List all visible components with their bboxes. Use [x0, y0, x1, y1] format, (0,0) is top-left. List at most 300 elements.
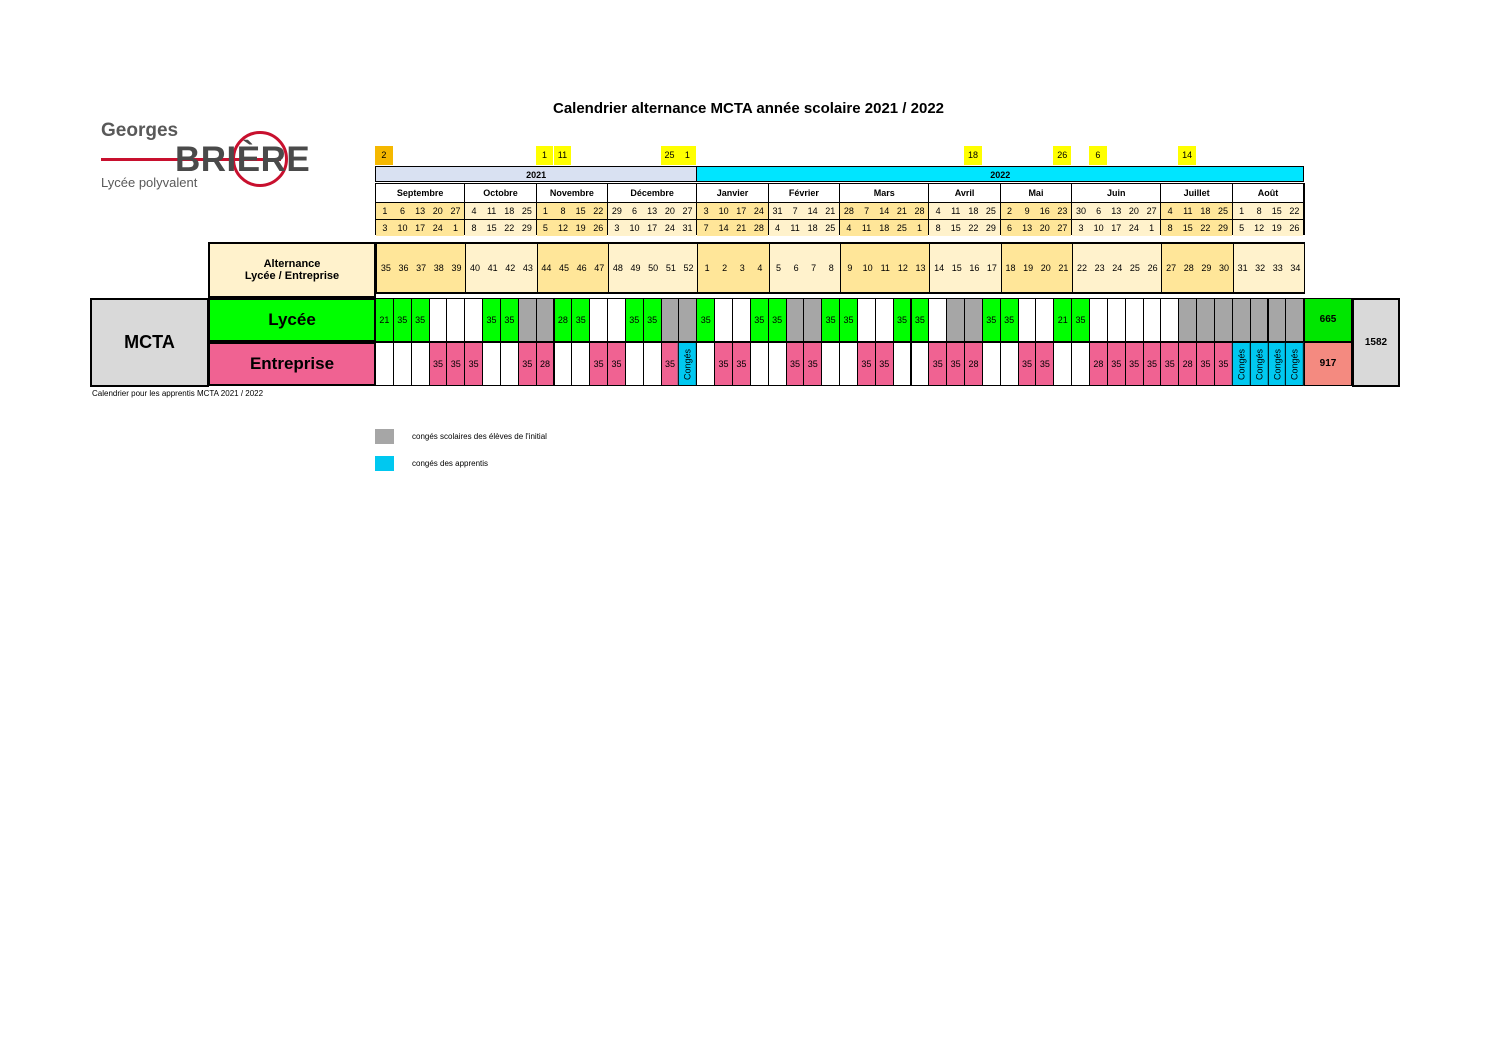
logo-lycee: Lycée polyvalent	[101, 175, 198, 190]
day-row	[697, 203, 767, 220]
week-number: 23	[1094, 263, 1105, 273]
month-juin	[1072, 184, 1161, 234]
entreprise-week-cell	[482, 342, 501, 386]
lycee-week-cell: 35	[768, 298, 787, 342]
day-cell: 17	[736, 206, 747, 216]
lycee-week-cell	[661, 298, 680, 342]
day-row	[465, 220, 535, 236]
day-cell: 1	[1149, 223, 1155, 233]
entreprise-total: 917	[1304, 342, 1352, 386]
day-row	[1072, 203, 1160, 220]
lycee-week-cell: 35	[625, 298, 644, 342]
day-row	[1001, 203, 1071, 220]
lycee-week-cell: 28	[554, 298, 573, 342]
day-cell: 4	[846, 223, 852, 233]
week-number: 41	[487, 263, 498, 273]
lycee-week-cell	[803, 298, 822, 342]
lycee-week-cell	[429, 298, 448, 342]
day-cell: 30	[1075, 206, 1086, 216]
week-group	[1073, 244, 1162, 292]
entreprise-week-cell: 35	[589, 342, 608, 386]
page-title: Calendrier alternance MCTA année scolaire 2021 / 2022	[552, 100, 945, 117]
lycee-week-cell: 35	[839, 298, 858, 342]
day-cell: 20	[1128, 206, 1139, 216]
day-cell: 1	[542, 206, 548, 216]
lycee-week-cell	[1214, 298, 1233, 342]
legend-text-initial: congés scolaires des élèves de l'initial	[412, 432, 547, 441]
lycee-week-cell	[946, 298, 965, 342]
day-cell: 10	[397, 223, 408, 233]
day-cell: 13	[415, 206, 426, 216]
week-group	[466, 244, 537, 292]
week-number: 13	[915, 263, 926, 273]
week-number: 17	[986, 263, 997, 273]
day-cell: 29	[611, 206, 622, 216]
week-number: 12	[897, 263, 908, 273]
entreprise-week-cell	[571, 342, 590, 386]
day-cell: 29	[985, 223, 996, 233]
week-number: 47	[594, 263, 605, 273]
week-number: 21	[1058, 263, 1069, 273]
day-cell: 14	[718, 223, 729, 233]
day-cell: 20	[664, 206, 675, 216]
entreprise-week-cell	[696, 342, 715, 386]
day-row	[376, 220, 464, 236]
day-cell: 14	[807, 206, 818, 216]
month-name: Juin	[1072, 184, 1160, 203]
week-number: 32	[1255, 263, 1266, 273]
holiday-mark: 14	[1178, 146, 1196, 165]
lycee-week-cell	[1035, 298, 1054, 342]
day-cell: 29	[1217, 223, 1228, 233]
alternance-label	[208, 242, 376, 298]
lycee-week-cell: 35	[696, 298, 715, 342]
caption: Calendrier pour les apprentis MCTA 2021 / 2022	[92, 389, 264, 398]
day-cell: 11	[861, 223, 872, 233]
lycee-label: Lycée	[208, 298, 376, 342]
week-number: 14	[934, 263, 945, 273]
month-février	[769, 184, 840, 234]
day-cell: 6	[1007, 223, 1013, 233]
entreprise-week-cell	[768, 342, 787, 386]
entreprise-label: Entreprise	[208, 342, 376, 386]
entreprise-week-cell: 28	[536, 342, 555, 386]
entreprise-week-cell: 35	[446, 342, 465, 386]
day-cell: 15	[575, 206, 586, 216]
week-number: 9	[847, 263, 853, 273]
month-avril	[929, 184, 1000, 234]
week-number: 35	[380, 263, 391, 273]
day-cell: 27	[682, 206, 693, 216]
entreprise-week-cell: 28	[964, 342, 983, 386]
week-number: 5	[775, 263, 781, 273]
lycee-week-cell	[732, 298, 751, 342]
holiday-mark: 1	[536, 146, 554, 165]
entreprise-week-cell: 28	[1178, 342, 1197, 386]
lycee-week-cell	[1232, 298, 1251, 342]
week-number: 2	[722, 263, 728, 273]
day-cell: 27	[1057, 223, 1068, 233]
lycee-week-cell: 35	[643, 298, 662, 342]
logo-georges: Georges	[101, 120, 179, 141]
day-cell: 25	[985, 206, 996, 216]
day-cell: 25	[896, 223, 907, 233]
entreprise-week-cell: 28	[1089, 342, 1108, 386]
month-mai	[1001, 184, 1072, 234]
lycee-week-cell	[536, 298, 555, 342]
month-name: Janvier	[697, 184, 767, 203]
week-number: 4	[757, 263, 763, 273]
entreprise-week-cell: 35	[607, 342, 626, 386]
week-group	[841, 244, 930, 292]
lycee-week-cell	[1268, 298, 1287, 342]
lycee-week-cell: 35	[571, 298, 590, 342]
entreprise-week-cell	[643, 342, 662, 386]
lycee-week-cell	[1196, 298, 1215, 342]
day-cell: 25	[521, 206, 532, 216]
lycee-week-cell	[607, 298, 626, 342]
entreprise-week-cell: Congés	[1250, 342, 1269, 386]
lycee-week-cell	[446, 298, 465, 342]
lycee-week-cell	[1160, 298, 1179, 342]
day-row	[1161, 203, 1231, 220]
day-cell: 24	[664, 223, 675, 233]
week-number: 3	[739, 263, 745, 273]
day-cell: 17	[1111, 223, 1122, 233]
day-row	[840, 203, 928, 220]
month-name: Août	[1233, 184, 1303, 203]
day-cell: 22	[1289, 206, 1300, 216]
lycee-week-cell	[1178, 298, 1197, 342]
entreprise-week-cell: 35	[1035, 342, 1054, 386]
week-number: 22	[1076, 263, 1087, 273]
day-cell: 22	[593, 206, 604, 216]
month-name: Février	[769, 184, 839, 203]
lycee-total: 665	[1304, 298, 1352, 342]
entreprise-week-cell	[625, 342, 644, 386]
week-number: 27	[1166, 263, 1177, 273]
lycee-week-cell: 35	[911, 298, 930, 342]
week-number: 46	[576, 263, 587, 273]
lycee-week-cell: 21	[1053, 298, 1072, 342]
day-cell: 18	[807, 223, 818, 233]
lycee-week-cell	[464, 298, 483, 342]
entreprise-week-cell: 35	[946, 342, 965, 386]
day-cell: 7	[792, 206, 798, 216]
year-band-2021: 2021	[375, 166, 697, 182]
month-name: Avril	[929, 184, 999, 203]
day-cell: 5	[1239, 223, 1245, 233]
day-cell: 10	[629, 223, 640, 233]
entreprise-week-cell	[393, 342, 412, 386]
day-cell: 19	[575, 223, 586, 233]
lycee-week-cell	[589, 298, 608, 342]
week-group	[770, 244, 841, 292]
month-juillet	[1161, 184, 1232, 234]
lycee-week-cell	[1089, 298, 1108, 342]
day-cell: 9	[1024, 206, 1030, 216]
day-cell: 15	[1271, 206, 1282, 216]
day-row	[608, 203, 696, 220]
entreprise-week-cell	[750, 342, 769, 386]
lycee-week-cell: 35	[1000, 298, 1019, 342]
legend-swatch-apprentis	[375, 456, 394, 471]
week-number: 31	[1237, 263, 1248, 273]
day-cell: 24	[1128, 223, 1139, 233]
lycee-week-cell	[786, 298, 805, 342]
entreprise-week-cell: 35	[661, 342, 680, 386]
month-septembre	[376, 184, 465, 234]
day-cell: 4	[935, 206, 941, 216]
week-number: 29	[1201, 263, 1212, 273]
day-cell: 28	[843, 206, 854, 216]
month-name: Novembre	[537, 184, 607, 203]
entreprise-week-cell: 35	[857, 342, 876, 386]
entreprise-week-cell	[821, 342, 840, 386]
entreprise-week-cell: 35	[928, 342, 947, 386]
day-cell: 28	[914, 206, 925, 216]
day-row	[608, 220, 696, 236]
day-cell: 6	[399, 206, 405, 216]
entreprise-week-cell: Congés	[1268, 342, 1287, 386]
day-cell: 27	[1146, 206, 1157, 216]
entreprise-week-cell	[911, 342, 930, 386]
day-cell: 18	[504, 206, 515, 216]
day-cell: 13	[1022, 223, 1033, 233]
day-cell: 7	[864, 206, 870, 216]
holiday-mark: 6	[1089, 146, 1107, 165]
day-row	[1233, 203, 1303, 220]
day-cell: 10	[718, 206, 729, 216]
day-cell: 4	[774, 223, 780, 233]
week-number: 25	[1129, 263, 1140, 273]
entreprise-week-cell: 35	[875, 342, 894, 386]
lycee-week-cell	[1125, 298, 1144, 342]
week-group	[698, 244, 769, 292]
week-number: 7	[811, 263, 817, 273]
day-cell: 13	[647, 206, 658, 216]
day-cell: 20	[432, 206, 443, 216]
holiday-mark: 18	[964, 146, 982, 165]
holiday-mark: 1	[678, 146, 696, 165]
week-number: 51	[665, 263, 676, 273]
entreprise-week-cell: 35	[714, 342, 733, 386]
day-row	[1233, 220, 1303, 236]
week-number: 8	[828, 263, 834, 273]
day-cell: 1	[917, 223, 923, 233]
month-novembre	[537, 184, 608, 234]
legend-text-apprentis: congés des apprentis	[412, 459, 489, 468]
entreprise-week-cell	[500, 342, 519, 386]
day-cell: 8	[471, 223, 477, 233]
day-row	[1072, 220, 1160, 236]
week-number: 40	[470, 263, 481, 273]
entreprise-week-cell	[893, 342, 912, 386]
day-cell: 11	[790, 223, 800, 233]
day-cell: 5	[542, 223, 548, 233]
lycee-week-cell	[518, 298, 537, 342]
day-cell: 23	[1057, 206, 1068, 216]
week-number: 10	[862, 263, 873, 273]
lycee-week-cell: 35	[411, 298, 430, 342]
day-row	[1001, 220, 1071, 236]
week-number: 43	[522, 263, 533, 273]
entreprise-week-cell: Congés	[1232, 342, 1251, 386]
day-cell: 27	[450, 206, 461, 216]
day-cell: 18	[968, 206, 979, 216]
day-cell: 15	[950, 223, 961, 233]
entreprise-week-cell	[554, 342, 573, 386]
week-number: 11	[880, 263, 890, 273]
day-cell: 1	[1239, 206, 1245, 216]
day-cell: 31	[772, 206, 783, 216]
entreprise-week-cell: 35	[1214, 342, 1233, 386]
entreprise-week-cell	[411, 342, 430, 386]
day-cell: 18	[1200, 206, 1211, 216]
entreprise-week-cell	[982, 342, 1001, 386]
lycee-week-cell: 35	[750, 298, 769, 342]
week-number: 16	[969, 263, 980, 273]
day-cell: 15	[1182, 223, 1193, 233]
day-row	[376, 203, 464, 220]
day-cell: 17	[647, 223, 658, 233]
day-cell: 7	[703, 223, 709, 233]
day-row	[929, 220, 999, 236]
day-cell: 8	[1167, 223, 1173, 233]
week-number: 34	[1290, 263, 1301, 273]
month-name: Décembre	[608, 184, 696, 203]
day-cell: 21	[896, 206, 907, 216]
day-cell: 20	[1039, 223, 1050, 233]
day-cell: 14	[879, 206, 890, 216]
week-number: 50	[648, 263, 659, 273]
entreprise-week-cell: 35	[518, 342, 537, 386]
day-cell: 3	[382, 223, 388, 233]
month-août	[1233, 184, 1304, 234]
day-cell: 8	[560, 206, 566, 216]
week-number: 26	[1147, 263, 1158, 273]
week-group	[609, 244, 698, 292]
calendar-months	[375, 183, 1305, 235]
grand-total: 1582	[1352, 298, 1400, 387]
day-cell: 2	[1007, 206, 1013, 216]
lycee-week-cell	[928, 298, 947, 342]
entreprise-week-cell: 35	[803, 342, 822, 386]
day-row	[465, 203, 535, 220]
group-label: MCTA	[90, 298, 209, 387]
day-cell: 17	[415, 223, 426, 233]
week-number: 1	[704, 263, 710, 273]
month-name: Mai	[1001, 184, 1071, 203]
holiday-mark: 2	[375, 146, 393, 165]
entreprise-week-cell: 35	[1160, 342, 1179, 386]
day-cell: 1	[452, 223, 458, 233]
day-cell: 12	[558, 223, 569, 233]
entreprise-week-cell: 35	[786, 342, 805, 386]
entreprise-week-cell	[1071, 342, 1090, 386]
week-number: 19	[1023, 263, 1034, 273]
holiday-mark: 26	[1053, 146, 1071, 165]
day-cell: 3	[614, 223, 620, 233]
day-cell: 21	[825, 206, 836, 216]
week-number: 24	[1112, 263, 1123, 273]
day-cell: 19	[1271, 223, 1282, 233]
entreprise-week-cell	[839, 342, 858, 386]
holiday-mark: 25	[661, 146, 679, 165]
lycee-week-cell: 35	[893, 298, 912, 342]
week-number: 28	[1183, 263, 1194, 273]
entreprise-week-cell: 35	[1196, 342, 1215, 386]
week-number: 37	[416, 263, 427, 273]
day-cell: 11	[951, 206, 961, 216]
day-row	[697, 220, 767, 236]
day-cell: 6	[1096, 206, 1102, 216]
legend-swatch-initial	[375, 429, 394, 444]
day-row	[769, 220, 839, 236]
lycee-week-cell: 21	[375, 298, 394, 342]
month-octobre	[465, 184, 536, 234]
week-number: 45	[559, 263, 570, 273]
month-janvier	[697, 184, 768, 234]
month-name: Juillet	[1161, 184, 1231, 203]
week-number: 44	[541, 263, 552, 273]
lycee-week-cell	[1143, 298, 1162, 342]
day-cell: 26	[593, 223, 604, 233]
alternance-label-line2: Lycée / Entreprise	[244, 270, 340, 282]
week-number: 42	[505, 263, 516, 273]
week-group	[377, 244, 466, 292]
week-group	[1234, 244, 1305, 292]
lycee-week-cell: 35	[393, 298, 412, 342]
day-cell: 28	[753, 223, 764, 233]
lycee-week-cell	[714, 298, 733, 342]
day-row	[537, 220, 607, 236]
lycee-week-cell	[1107, 298, 1126, 342]
entreprise-week-cell: 35	[1107, 342, 1126, 386]
day-cell: 10	[1093, 223, 1104, 233]
lycee-week-cell	[678, 298, 697, 342]
day-cell: 11	[486, 206, 497, 216]
week-number: 33	[1272, 263, 1283, 273]
month-name: Mars	[840, 184, 928, 203]
day-cell: 25	[825, 223, 836, 233]
entreprise-week-cell	[375, 342, 394, 386]
week-number: 6	[793, 263, 799, 273]
day-cell: 26	[1289, 223, 1300, 233]
lycee-week-cell: 35	[982, 298, 1001, 342]
day-cell: 8	[1256, 206, 1262, 216]
week-group	[1002, 244, 1073, 292]
lycee-week-cell: 35	[1071, 298, 1090, 342]
lycee-week-cell	[1250, 298, 1269, 342]
lycee-week-cell: 35	[821, 298, 840, 342]
week-number: 18	[1005, 263, 1016, 273]
day-cell: 12	[1254, 223, 1265, 233]
alternance-label-line1: Alternance	[263, 258, 321, 270]
day-cell: 24	[432, 223, 443, 233]
week-number: 49	[630, 263, 641, 273]
day-cell: 18	[879, 223, 890, 233]
day-cell: 15	[486, 223, 497, 233]
day-cell: 3	[1078, 223, 1084, 233]
day-cell: 16	[1039, 206, 1050, 216]
day-cell: 4	[1167, 206, 1173, 216]
week-number: 20	[1040, 263, 1051, 273]
day-cell: 11	[1183, 206, 1193, 216]
lycee-week-cell	[1018, 298, 1037, 342]
day-cell: 22	[504, 223, 515, 233]
day-cell: 4	[471, 206, 477, 216]
